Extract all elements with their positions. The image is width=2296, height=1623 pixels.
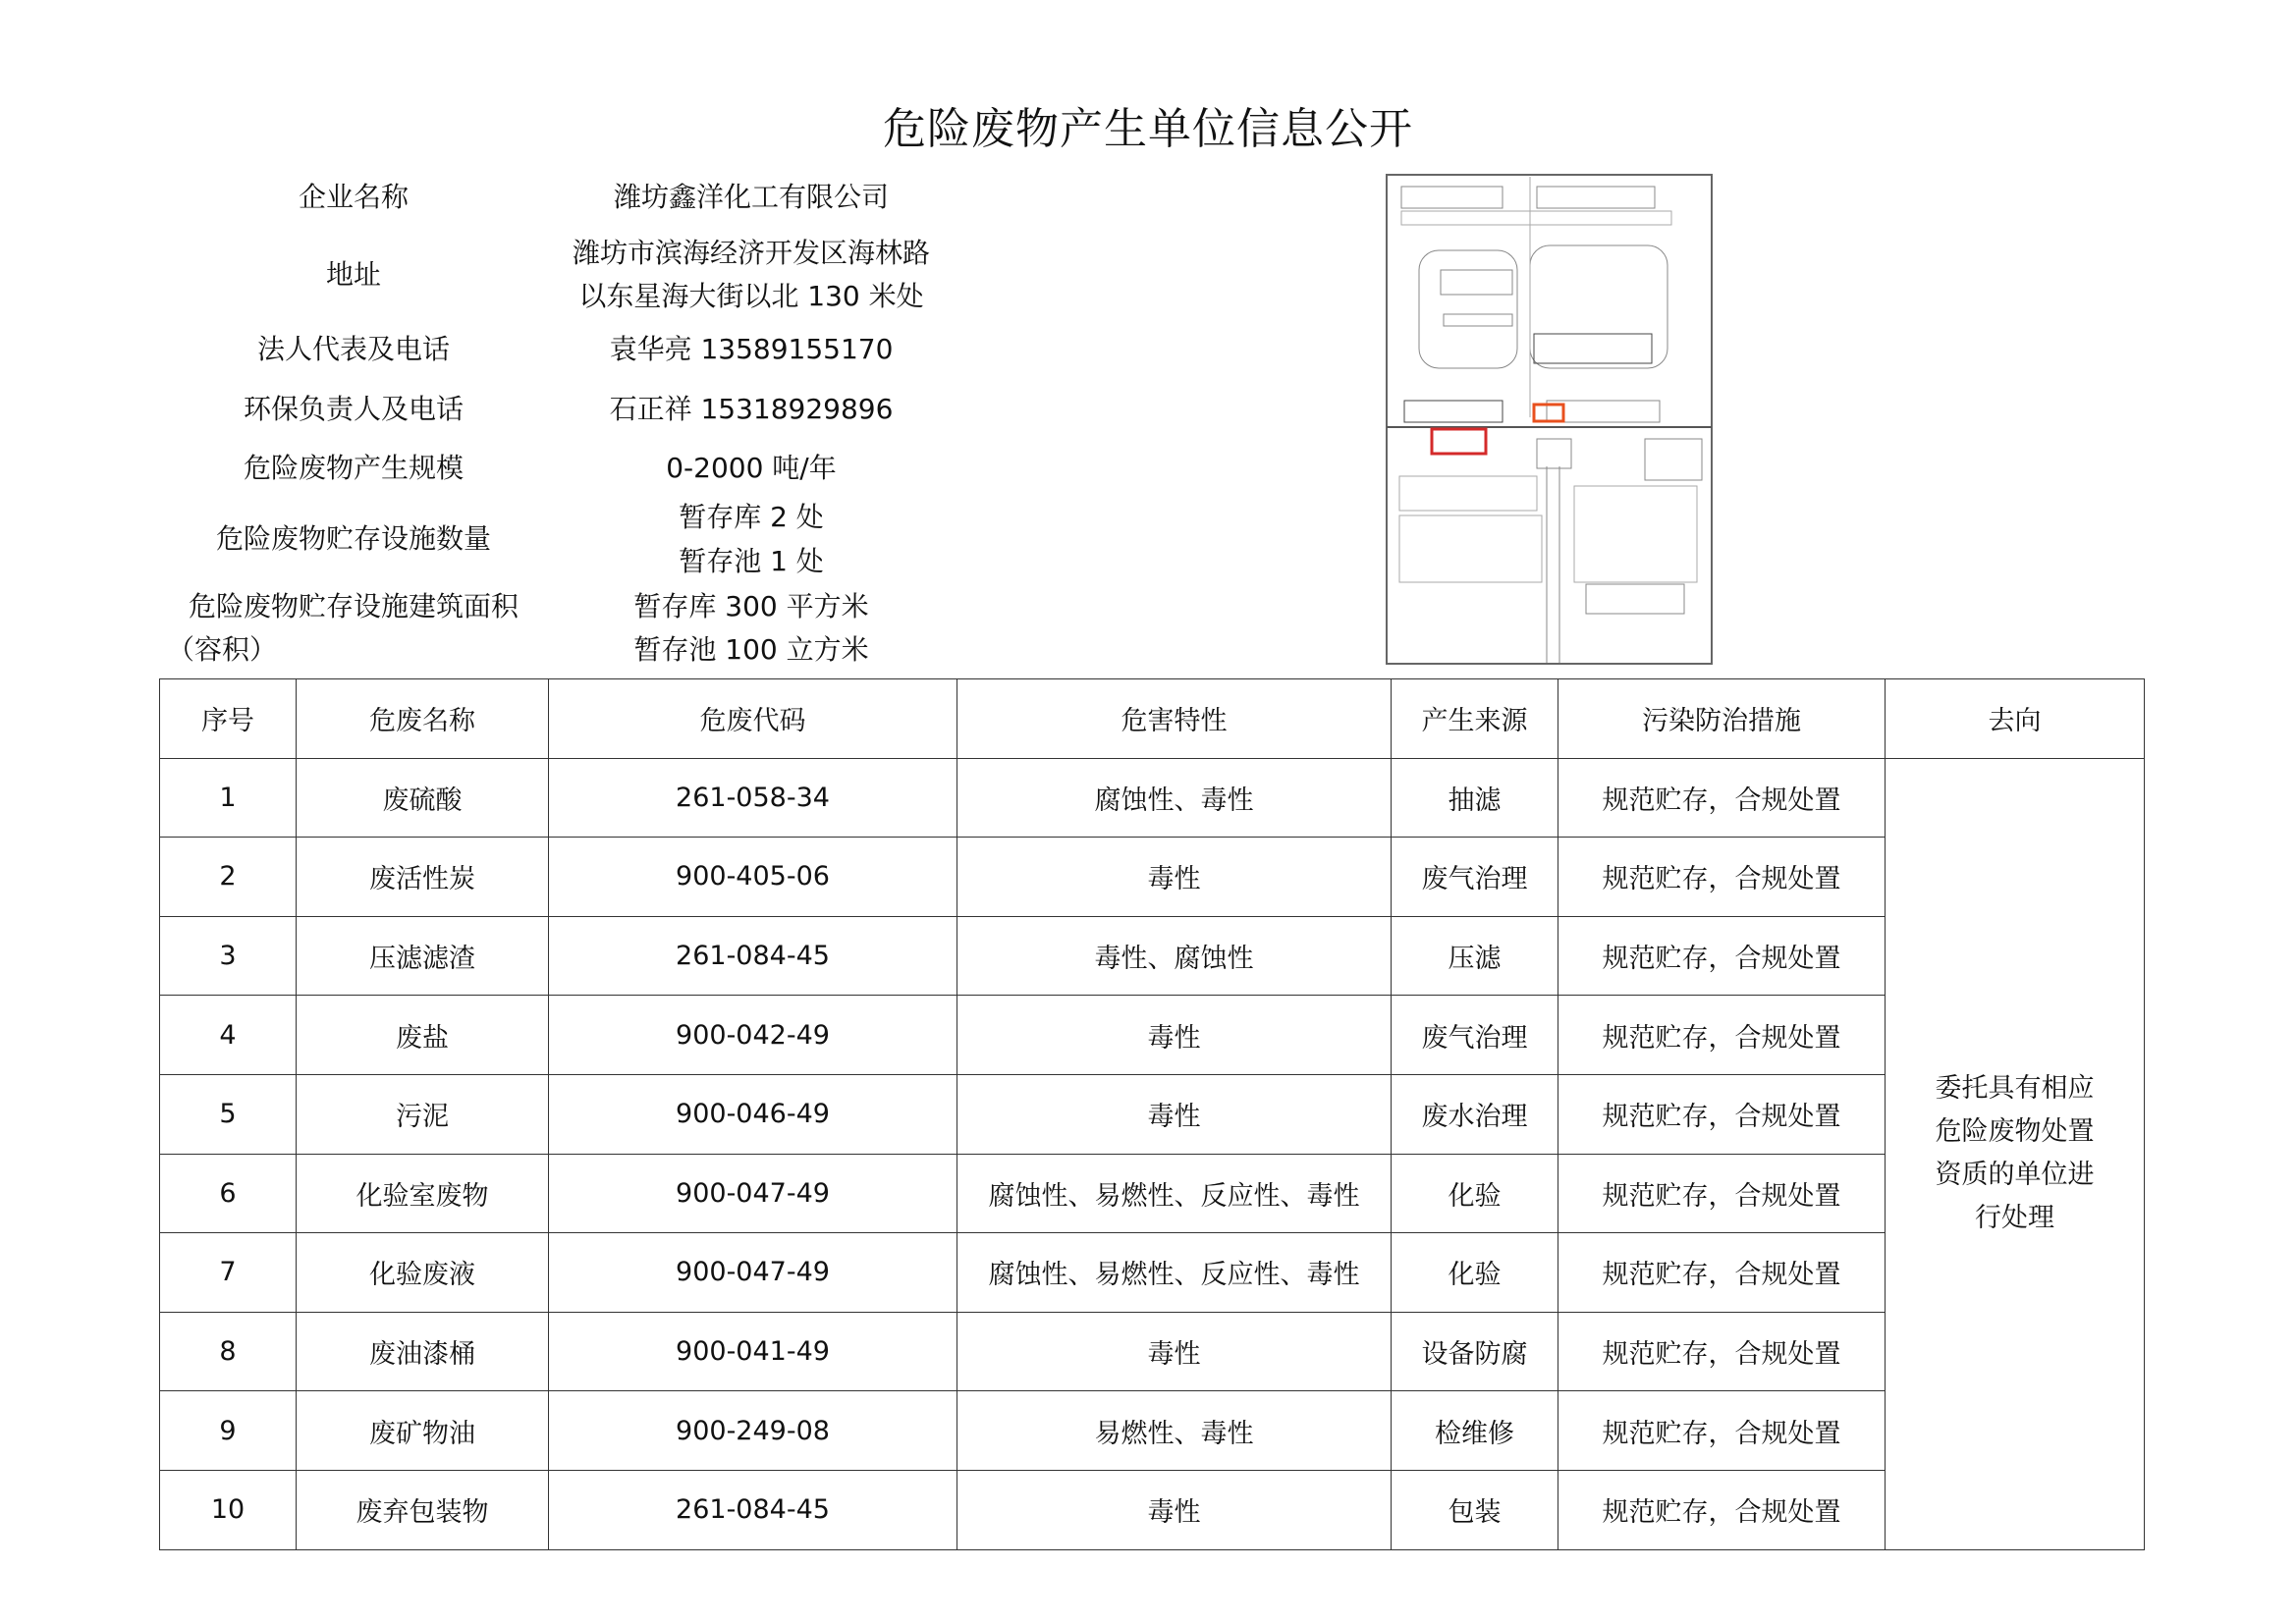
cell-index: 7 — [160, 1233, 297, 1313]
cell-hazard: 腐蚀性、易燃性、反应性、毒性 — [957, 1233, 1392, 1313]
label-storage-area: 危险废物贮存设施建筑面积 — [188, 590, 519, 622]
cell-hazard: 毒性 — [957, 1312, 1392, 1391]
cell-code: 261-058-34 — [549, 758, 957, 838]
value-storage-area-1: 暂存库 300 平方米 — [633, 590, 869, 622]
cell-name: 废盐 — [297, 996, 549, 1075]
cell-code: 261-084-45 — [549, 1470, 957, 1549]
cell-index: 10 — [160, 1470, 297, 1549]
site-plan-map — [1385, 172, 1715, 667]
cell-index: 1 — [160, 758, 297, 838]
cell-name: 废活性炭 — [297, 838, 549, 917]
cell-hazard: 易燃性、毒性 — [957, 1391, 1392, 1471]
cell-measures: 规范贮存，合规处置 — [1558, 1391, 1886, 1471]
label-address: 地址 — [325, 258, 381, 291]
value-legal-rep: 袁华亮 13589155170 — [609, 333, 894, 365]
cell-hazard: 腐蚀性、毒性 — [957, 758, 1392, 838]
cell-name: 污泥 — [297, 1074, 549, 1154]
cell-name: 废硫酸 — [297, 758, 549, 838]
table-row — [160, 1391, 2145, 1471]
cell-name: 废弃包装物 — [297, 1470, 549, 1549]
value-scale: 0-2000 吨/年 — [666, 452, 837, 484]
cell-code: 900-047-49 — [549, 1233, 957, 1313]
label-legal-rep: 法人代表及电话 — [256, 333, 450, 365]
table-row — [160, 916, 2145, 996]
cell-name: 废油漆桶 — [297, 1312, 549, 1391]
table-row — [160, 996, 2145, 1075]
cell-code: 900-046-49 — [549, 1074, 957, 1154]
cell-source: 化验 — [1392, 1233, 1558, 1313]
cell-index: 4 — [160, 996, 297, 1075]
cell-source: 废水治理 — [1392, 1074, 1558, 1154]
cell-measures: 规范贮存，合规处置 — [1558, 1312, 1886, 1391]
label-env-manager: 环保负责人及电话 — [243, 393, 464, 425]
cell-code: 900-047-49 — [549, 1154, 957, 1233]
cell-source: 废气治理 — [1392, 996, 1558, 1075]
cell-destination — [1886, 758, 2145, 1549]
cell-code: 900-405-06 — [549, 838, 957, 917]
cell-measures: 规范贮存，合规处置 — [1558, 758, 1886, 838]
cell-measures: 规范贮存，合规处置 — [1558, 1154, 1886, 1233]
header-measures: 污染防治措施 — [1558, 679, 1886, 759]
table-row — [160, 1312, 2145, 1391]
cell-name: 废矿物油 — [297, 1391, 549, 1471]
hazardous-waste-table — [159, 678, 2145, 1550]
cell-hazard: 毒性 — [957, 838, 1392, 917]
value-storage-count-1: 暂存库 2 处 — [679, 501, 824, 533]
value-storage-area-2: 暂存池 100 立方米 — [633, 633, 869, 666]
label-storage-area-2: （容积） — [167, 633, 278, 666]
cell-source: 化验 — [1392, 1154, 1558, 1233]
table-row — [160, 1074, 2145, 1154]
label-storage-count: 危险废物贮存设施数量 — [215, 522, 491, 555]
cell-source: 检维修 — [1392, 1391, 1558, 1471]
cell-name: 化验废液 — [297, 1233, 549, 1313]
destination-line: 行处理 — [1975, 1203, 2054, 1234]
cell-measures: 规范贮存，合规处置 — [1558, 1074, 1886, 1154]
table-header-row — [160, 679, 2145, 759]
cell-measures: 规范贮存，合规处置 — [1558, 1233, 1886, 1313]
cell-measures: 规范贮存，合规处置 — [1558, 916, 1886, 996]
cell-name: 压滤滤渣 — [297, 916, 549, 996]
cell-source: 抽滤 — [1392, 758, 1558, 838]
cell-name: 化验室废物 — [297, 1154, 549, 1233]
cell-index: 5 — [160, 1074, 297, 1154]
cell-hazard: 腐蚀性、易燃性、反应性、毒性 — [957, 1154, 1392, 1233]
value-company: 潍坊鑫洋化工有限公司 — [613, 181, 889, 213]
table-row — [160, 838, 2145, 917]
cell-index: 8 — [160, 1312, 297, 1391]
cell-index: 6 — [160, 1154, 297, 1233]
cell-code: 261-084-45 — [549, 916, 957, 996]
cell-index: 9 — [160, 1391, 297, 1471]
header-source: 产生来源 — [1392, 679, 1558, 759]
cell-code: 900-042-49 — [549, 996, 957, 1075]
cell-hazard: 毒性 — [957, 996, 1392, 1075]
cell-hazard: 毒性 — [957, 1074, 1392, 1154]
header-hazard: 危害特性 — [957, 679, 1392, 759]
value-storage-count-2: 暂存池 1 处 — [679, 545, 824, 577]
cell-measures: 规范贮存，合规处置 — [1558, 996, 1886, 1075]
table-row — [160, 1470, 2145, 1549]
cell-index: 3 — [160, 916, 297, 996]
cell-source: 设备防腐 — [1392, 1312, 1558, 1391]
label-scale: 危险废物产生规模 — [243, 452, 464, 484]
value-address-line1: 潍坊市滨海经济开发区海林路 — [572, 237, 930, 269]
page-title: 危险废物产生单位信息公开 — [883, 104, 1413, 154]
cell-code: 900-249-08 — [549, 1391, 957, 1471]
table-row — [160, 1154, 2145, 1233]
destination-line: 资质的单位进 — [1935, 1160, 2095, 1191]
header-index: 序号 — [160, 679, 297, 759]
destination-line: 危险废物处置 — [1935, 1116, 2095, 1148]
cell-measures: 规范贮存，合规处置 — [1558, 1470, 1886, 1549]
table-row — [160, 758, 2145, 838]
table-row — [160, 1233, 2145, 1313]
header-destination: 去向 — [1886, 679, 2145, 759]
cell-code: 900-041-49 — [549, 1312, 957, 1391]
header-name: 危废名称 — [297, 679, 549, 759]
cell-source: 包装 — [1392, 1470, 1558, 1549]
value-address-line2: 以东星海大街以北 130 米处 — [578, 280, 924, 312]
cell-source: 废气治理 — [1392, 838, 1558, 917]
destination-line: 委托具有相应 — [1935, 1073, 2095, 1105]
cell-hazard: 毒性 — [957, 1470, 1392, 1549]
cell-index: 2 — [160, 838, 297, 917]
cell-hazard: 毒性、腐蚀性 — [957, 916, 1392, 996]
value-env-manager: 石正祥 15318929896 — [609, 393, 894, 425]
cell-source: 压滤 — [1392, 916, 1558, 996]
header-code: 危废代码 — [549, 679, 957, 759]
label-company: 企业名称 — [298, 181, 409, 213]
cell-measures: 规范贮存，合规处置 — [1558, 838, 1886, 917]
